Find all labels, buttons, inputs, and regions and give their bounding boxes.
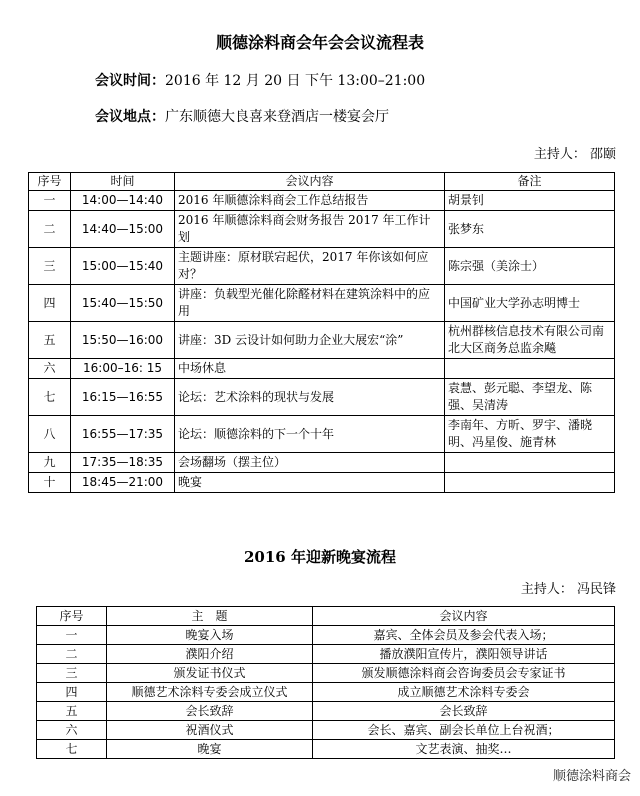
agenda-table bbox=[28, 172, 615, 493]
agenda-row-time: 15:40—15:50 bbox=[71, 285, 175, 322]
banquet-header-row bbox=[37, 607, 615, 626]
agenda-row-content: 中场休息 bbox=[175, 359, 445, 379]
banquet-table bbox=[36, 606, 615, 759]
col-header-content: 会议内容 bbox=[175, 173, 445, 191]
agenda-row bbox=[29, 416, 615, 453]
meeting-place bbox=[95, 106, 389, 126]
agenda-row bbox=[29, 379, 615, 416]
agenda-row-no: 七 bbox=[29, 379, 71, 416]
agenda-row-no: 一 bbox=[29, 191, 71, 211]
agenda-row-time: 16:00–16: 15 bbox=[71, 359, 175, 379]
agenda-row-note: 张梦东 bbox=[445, 211, 615, 248]
banquet-row-no: 六 bbox=[37, 721, 107, 740]
agenda-row-note bbox=[445, 359, 615, 379]
agenda-row bbox=[29, 453, 615, 473]
agenda-row bbox=[29, 285, 615, 322]
meeting-time bbox=[95, 70, 425, 90]
agenda-row-note: 杭州群核信息技术有限公司南北大区商务总监余飚 bbox=[445, 322, 615, 359]
agenda-row-time: 16:55—17:35 bbox=[71, 416, 175, 453]
banquet-row bbox=[37, 721, 615, 740]
agenda-row-content: 2016 年顺德涂料商会工作总结报告 bbox=[175, 191, 445, 211]
banquet-row bbox=[37, 740, 615, 759]
banquet-row-topic: 濮阳介绍 bbox=[107, 645, 313, 664]
banquet-col-header-no: 序号 bbox=[37, 607, 107, 626]
agenda-row bbox=[29, 211, 615, 248]
agenda-row-content: 论坛：顺德涂料的下一个十年 bbox=[175, 416, 445, 453]
document-title: 顺德涂料商会年会会议流程表 bbox=[215, 33, 424, 52]
banquet-row-topic: 会长致辞 bbox=[107, 702, 313, 721]
agenda-row-no: 十 bbox=[29, 473, 71, 493]
agenda-row-content: 晚宴 bbox=[175, 473, 445, 493]
banquet-row bbox=[37, 664, 615, 683]
col-header-note: 备注 bbox=[445, 173, 615, 191]
banquet-row bbox=[37, 683, 615, 702]
agenda-row-content: 论坛：艺术涂料的现状与发展 bbox=[175, 379, 445, 416]
banquet-col-header-content: 会议内容 bbox=[313, 607, 615, 626]
agenda-row bbox=[29, 322, 615, 359]
banquet-row-no: 二 bbox=[37, 645, 107, 664]
agenda-row-note: 胡景钊 bbox=[445, 191, 615, 211]
banquet-row-topic: 颁发证书仪式 bbox=[107, 664, 313, 683]
banquet-col-header-topic: 主 题 bbox=[107, 607, 313, 626]
agenda-row bbox=[29, 473, 615, 493]
banquet-row-content: 会长、嘉宾、副会长单位上台祝酒； bbox=[313, 721, 615, 740]
agenda-row-content: 主题讲座：原材联宕起伏，2017 年你该如何应对？ bbox=[175, 248, 445, 285]
agenda-row-note: 中国矿业大学孙志明博士 bbox=[445, 285, 615, 322]
agenda-row-note: 陈宗强（美涂士） bbox=[445, 248, 615, 285]
banquet-row bbox=[37, 702, 615, 721]
banquet-row bbox=[37, 626, 615, 645]
watermark: 顺德涂料商会 bbox=[550, 764, 634, 785]
agenda-row-time: 16:15—16:55 bbox=[71, 379, 175, 416]
agenda-row-time: 14:00—14:40 bbox=[71, 191, 175, 211]
banquet-row-content: 播放濮阳宣传片，濮阳领导讲话 bbox=[313, 645, 615, 664]
agenda-row-no: 五 bbox=[29, 322, 71, 359]
meeting-time-label: 会议时间： bbox=[95, 73, 165, 89]
agenda-row-content: 2016 年顺德涂料商会财务报告 2017 年工作计划 bbox=[175, 211, 445, 248]
agenda-row-time: 17:35—18:35 bbox=[71, 453, 175, 473]
banquet-row-no: 一 bbox=[37, 626, 107, 645]
agenda-row-note bbox=[445, 473, 615, 493]
agenda-row-time: 15:00—15:40 bbox=[71, 248, 175, 285]
banquet-row-content: 成立顺德艺术涂料专委会 bbox=[313, 683, 615, 702]
agenda-row-no: 九 bbox=[29, 453, 71, 473]
banquet-row-no: 四 bbox=[37, 683, 107, 702]
banquet-row-topic: 顺德艺术涂料专委会成立仪式 bbox=[107, 683, 313, 702]
agenda-row bbox=[29, 359, 615, 379]
banquet-row-content: 颁发顺德涂料商会咨询委员会专家证书 bbox=[313, 664, 615, 683]
agenda-row-no: 四 bbox=[29, 285, 71, 322]
agenda-row-time: 18:45—21:00 bbox=[71, 473, 175, 493]
banquet-row-no: 五 bbox=[37, 702, 107, 721]
agenda-header-row bbox=[29, 173, 615, 191]
agenda-row-content: 讲座：负载型光催化除醛材料在建筑涂料中的应用 bbox=[175, 285, 445, 322]
banquet-row bbox=[37, 645, 615, 664]
agenda-row-time: 14:40—15:00 bbox=[71, 211, 175, 248]
banquet-row-no: 七 bbox=[37, 740, 107, 759]
col-header-time: 时间 bbox=[71, 173, 175, 191]
banquet-row-content: 文艺表演、抽奖… bbox=[313, 740, 615, 759]
agenda-row-note bbox=[445, 453, 615, 473]
banquet-row-content: 嘉宾、全体会员及参会代表入场； bbox=[313, 626, 615, 645]
banquet-row-content: 会长致辞 bbox=[313, 702, 615, 721]
meeting-place-value: 广东顺德大良喜来登酒店一楼宴会厅 bbox=[165, 109, 389, 125]
agenda-row-time: 15:50—16:00 bbox=[71, 322, 175, 359]
agenda-row bbox=[29, 248, 615, 285]
agenda-row-content: 会场翻场（摆主位） bbox=[175, 453, 445, 473]
agenda-row-no: 三 bbox=[29, 248, 71, 285]
agenda-row bbox=[29, 191, 615, 211]
banquet-row-no: 三 bbox=[37, 664, 107, 683]
banquet-row-topic: 祝酒仪式 bbox=[107, 721, 313, 740]
agenda-row-note: 袁慧、彭元聪、李望龙、陈强、吴清涛 bbox=[445, 379, 615, 416]
banquet-host-label: 主持人： 冯民锋 bbox=[520, 582, 616, 597]
banquet-section-title: 2016 年迎新晚宴流程 bbox=[244, 548, 396, 566]
agenda-row-no: 二 bbox=[29, 211, 71, 248]
banquet-row-topic: 晚宴入场 bbox=[107, 626, 313, 645]
agenda-row-no: 六 bbox=[29, 359, 71, 379]
agenda-row-note: 李南年、方昕、罗宇、潘晓明、冯星俊、施青林 bbox=[445, 416, 615, 453]
meeting-time-value: 2016 年 12 月 20 日 下午 13:00–21:00 bbox=[165, 73, 426, 89]
host-label: 主持人： 邵颐 bbox=[533, 147, 616, 162]
agenda-row-no: 八 bbox=[29, 416, 71, 453]
banquet-row-topic: 晚宴 bbox=[107, 740, 313, 759]
agenda-row-content: 讲座：3D 云设计如何助力企业大展宏“涂” bbox=[175, 322, 445, 359]
meeting-place-label: 会议地点： bbox=[95, 109, 165, 125]
col-header-no: 序号 bbox=[29, 173, 71, 191]
